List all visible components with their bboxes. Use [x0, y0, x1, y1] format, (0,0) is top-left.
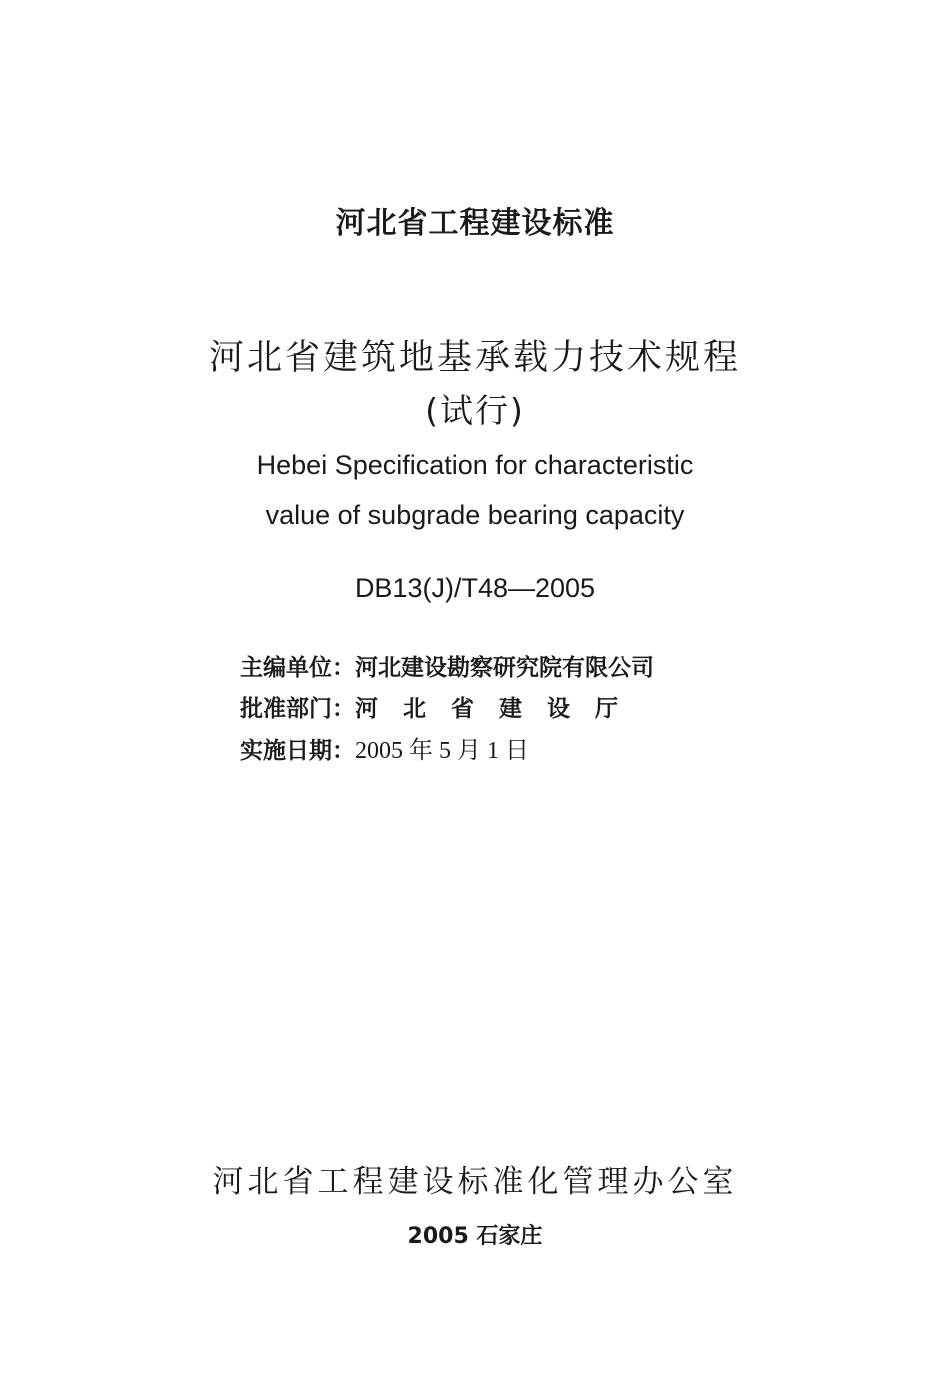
publication-place-year: 2005 石家庄 — [407, 1224, 543, 1249]
editor-value: 河北建设勘察研究院有限公司 — [355, 655, 654, 681]
document-title: 河北省建筑地基承载力技术规程 — [208, 338, 741, 378]
editor-label: 主编单位： — [240, 655, 355, 681]
document-subtitle: (试行) — [425, 391, 525, 430]
series-title: 河北省工程建设标准 — [335, 206, 615, 241]
english-title-line-2: value of subgrade bearing capacity — [265, 500, 685, 530]
effective-date-label: 实施日期： — [240, 738, 355, 764]
effective-date-row — [240, 730, 529, 765]
approver-value: 河北省建设厅 — [355, 696, 643, 722]
effective-date-value: 2005 年 5 月 1 日 — [355, 738, 529, 764]
approver-row — [240, 690, 643, 723]
editor-row — [240, 649, 654, 682]
approver-label: 批准部门： — [240, 696, 355, 722]
publisher: 河北省工程建设标准化管理办公室 — [212, 1164, 738, 1200]
standard-code: DB13(J)/T48—2005 — [354, 573, 596, 603]
english-title-line-1: Hebei Specification for characteristic — [256, 450, 694, 480]
